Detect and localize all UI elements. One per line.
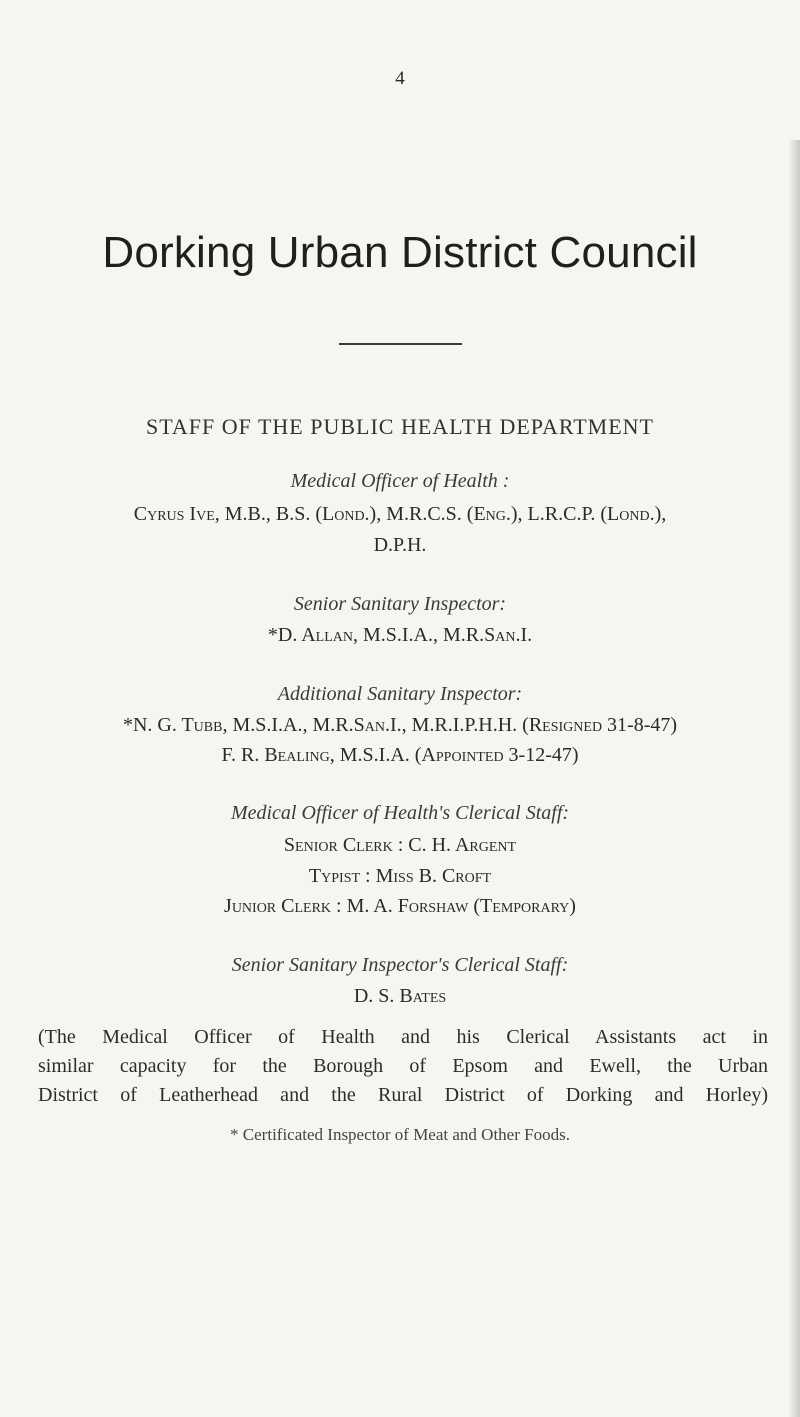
ssi-name: *D. Allan, M.S.I.A., M.R.San.I. [267, 624, 533, 646]
department-heading: STAFF OF THE PUBLIC HEALTH DEPARTMENT [145, 414, 654, 439]
moh-role: Medical Officer of Health : [290, 470, 510, 492]
council-title: Dorking Urban District Council [102, 228, 698, 277]
ssi-role: Senior Sanitary Inspector: [293, 593, 507, 615]
page-edge-shadow [788, 140, 800, 1417]
asi-name-2: F. R. Bealing, M.S.I.A. (Appointed 3-12-47) [221, 744, 579, 766]
asi-role: Additional Sanitary Inspector: [277, 683, 523, 705]
note-line-1: (The Medical Officer of Health and his Clerical Assistants act in [38, 1026, 768, 1048]
footnote: * Certificated Inspector of Meat and Other Foods. [230, 1125, 570, 1144]
ssi-clerical-role: Senior Sanitary Inspector's Clerical Staff: [231, 954, 569, 976]
asi-name-1: *N. G. Tubb, M.S.I.A., M.R.San.I., M.R.I.P.H.H. (Resigned 31-8-47) [122, 714, 678, 736]
page-number: 4 [395, 68, 405, 89]
moh-name-line1: Cyrus Ive, M.B., B.S. (Lond.), M.R.C.S. (Eng.), L.R.C.P. (Lond.), [133, 503, 667, 525]
typist: Typist : Miss B. Croft [308, 865, 492, 887]
title-divider [339, 343, 462, 345]
note-line-2: similar capacity for the Borough of Epsom and Ewell, the Urban [38, 1055, 768, 1077]
senior-clerk: Senior Clerk : C. H. Argent [283, 834, 517, 856]
note-line-3: District of Leatherhead and the Rural District of Dorking and Horley) [38, 1084, 768, 1106]
ssi-clerical-name: D. S. Bates [353, 985, 447, 1007]
junior-clerk: Junior Clerk : M. A. Forshaw (Temporary) [224, 895, 576, 917]
moh-clerical-role: Medical Officer of Health's Clerical Staff: [230, 802, 570, 824]
moh-name-line2: D.P.H. [373, 534, 427, 556]
